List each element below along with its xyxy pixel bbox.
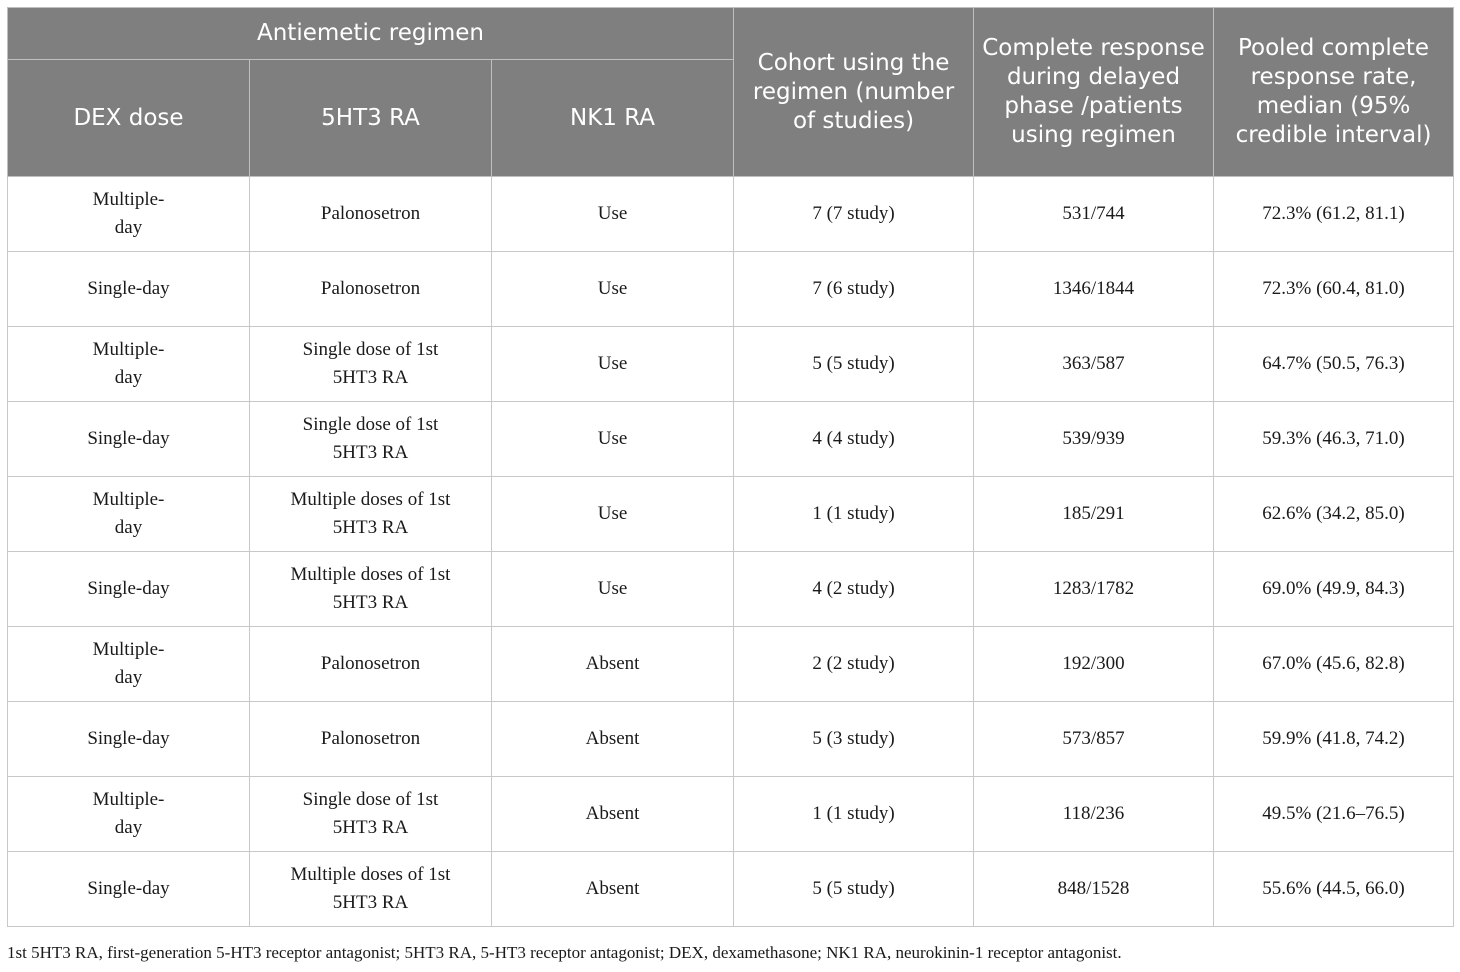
cell-dex-dose-text: Multiple-day: [92, 339, 165, 388]
cell-cohort-text: 5 (5 study): [812, 878, 895, 899]
cell-nk1-ra: [492, 852, 734, 927]
table-row: [8, 627, 1454, 702]
cell-dex-dose: [8, 327, 250, 402]
cell-pooled-rate-text: 72.3% (60.4, 81.0): [1262, 278, 1405, 299]
cell-cohort: [734, 777, 974, 852]
cell-dex-dose-text: Single-day: [87, 878, 170, 899]
cell-5ht3-ra: [250, 777, 492, 852]
header-complete-response: Complete response during delayed phase /patients using regimen: [974, 8, 1214, 177]
cell-5ht3-ra: [250, 852, 492, 927]
cell-cohort: [734, 177, 974, 252]
cell-pooled-rate: [1214, 252, 1454, 327]
cell-pooled-rate: [1214, 477, 1454, 552]
regimen-table-container: [7, 7, 1453, 927]
cell-nk1-ra: [492, 402, 734, 477]
cell-complete-response-text: 573/857: [1062, 728, 1125, 749]
cell-complete-response: [974, 852, 1214, 927]
cell-5ht3-ra-text: Single dose of 1st 5HT3 RA: [302, 414, 439, 463]
cell-5ht3-ra: [250, 327, 492, 402]
cell-cohort: [734, 552, 974, 627]
cell-cohort-text: 1 (1 study): [812, 503, 895, 524]
cell-cohort-text: 4 (2 study): [812, 578, 895, 599]
cell-5ht3-ra: [250, 252, 492, 327]
cell-dex-dose-text: Multiple-day: [92, 639, 165, 688]
cell-5ht3-ra-text: Palonosetron: [320, 278, 421, 299]
table-row: [8, 327, 1454, 402]
cell-complete-response-text: 185/291: [1062, 503, 1125, 524]
cell-cohort: [734, 702, 974, 777]
cell-nk1-ra-text: Use: [597, 203, 628, 224]
header-cohort: Cohort using the regimen (number of studies): [734, 8, 974, 177]
cell-dex-dose-text: Multiple-day: [92, 189, 165, 238]
cell-5ht3-ra-text: Palonosetron: [320, 653, 421, 674]
table-row: [8, 777, 1454, 852]
table-header: [8, 8, 1454, 177]
cell-complete-response-text: 531/744: [1062, 203, 1125, 224]
table-row: [8, 477, 1454, 552]
cell-complete-response-text: 1283/1782: [1052, 578, 1135, 599]
cell-dex-dose-text: Single-day: [87, 278, 170, 299]
cell-cohort-text: 5 (3 study): [812, 728, 895, 749]
cell-pooled-rate-text: 49.5% (21.6–76.5): [1262, 803, 1405, 824]
header-5ht3-ra: 5HT3 RA: [250, 60, 492, 177]
cell-dex-dose: [8, 477, 250, 552]
cell-nk1-ra: [492, 702, 734, 777]
cell-dex-dose: [8, 777, 250, 852]
cell-dex-dose: [8, 177, 250, 252]
cell-dex-dose: [8, 852, 250, 927]
cell-nk1-ra-text: Absent: [585, 878, 640, 899]
cell-dex-dose-text: Single-day: [87, 578, 170, 599]
cell-cohort: [734, 252, 974, 327]
cell-dex-dose-text: Multiple-day: [92, 489, 165, 538]
cell-5ht3-ra: [250, 402, 492, 477]
cell-dex-dose-text: Multiple-day: [92, 789, 165, 838]
cell-cohort-text: 4 (4 study): [812, 428, 895, 449]
cell-nk1-ra-text: Use: [597, 503, 628, 524]
cell-pooled-rate-text: 59.3% (46.3, 71.0): [1262, 428, 1405, 449]
cell-nk1-ra-text: Use: [597, 353, 628, 374]
table-body: [8, 177, 1454, 927]
cell-pooled-rate-text: 64.7% (50.5, 76.3): [1262, 353, 1405, 374]
regimen-table: [7, 7, 1454, 927]
table-row: [8, 552, 1454, 627]
table-row: [8, 702, 1454, 777]
cell-5ht3-ra: [250, 627, 492, 702]
cell-pooled-rate-text: 59.9% (41.8, 74.2): [1262, 728, 1405, 749]
cell-pooled-rate: [1214, 552, 1454, 627]
cell-5ht3-ra-text: Palonosetron: [320, 728, 421, 749]
cell-dex-dose-text: Single-day: [87, 728, 170, 749]
cell-cohort-text: 1 (1 study): [812, 803, 895, 824]
cell-5ht3-ra-text: Single dose of 1st 5HT3 RA: [302, 789, 439, 838]
cell-pooled-rate: [1214, 327, 1454, 402]
cell-dex-dose: [8, 627, 250, 702]
header-nk1-ra: NK1 RA: [492, 60, 734, 177]
cell-complete-response-text: 118/236: [1062, 803, 1125, 824]
cell-pooled-rate-text: 55.6% (44.5, 66.0): [1262, 878, 1405, 899]
cell-cohort-text: 7 (6 study): [812, 278, 895, 299]
cell-pooled-rate: [1214, 777, 1454, 852]
cell-5ht3-ra-text: Multiple doses of 1st 5HT3 RA: [290, 489, 451, 538]
cell-5ht3-ra: [250, 177, 492, 252]
cell-complete-response: [974, 477, 1214, 552]
cell-5ht3-ra: [250, 702, 492, 777]
cell-nk1-ra-text: Use: [597, 278, 628, 299]
cell-dex-dose-text: Single-day: [87, 428, 170, 449]
cell-cohort: [734, 627, 974, 702]
cell-cohort: [734, 402, 974, 477]
cell-cohort-text: 7 (7 study): [812, 203, 895, 224]
cell-pooled-rate: [1214, 627, 1454, 702]
header-pooled-rate: Pooled complete response rate, median (95% credible interval): [1214, 8, 1454, 177]
cell-complete-response: [974, 627, 1214, 702]
cell-complete-response: [974, 552, 1214, 627]
cell-nk1-ra: [492, 477, 734, 552]
cell-dex-dose: [8, 252, 250, 327]
cell-nk1-ra-text: Use: [597, 578, 628, 599]
cell-nk1-ra-text: Use: [597, 428, 628, 449]
cell-complete-response: [974, 402, 1214, 477]
cell-complete-response: [974, 777, 1214, 852]
cell-5ht3-ra: [250, 552, 492, 627]
cell-cohort: [734, 477, 974, 552]
cell-pooled-rate: [1214, 402, 1454, 477]
cell-nk1-ra: [492, 327, 734, 402]
cell-nk1-ra-text: Absent: [585, 728, 640, 749]
cell-5ht3-ra-text: Multiple doses of 1st 5HT3 RA: [290, 564, 451, 613]
cell-complete-response-text: 363/587: [1062, 353, 1125, 374]
cell-dex-dose: [8, 552, 250, 627]
cell-complete-response: [974, 177, 1214, 252]
cell-complete-response-text: 848/1528: [1057, 878, 1130, 899]
table-row: [8, 252, 1454, 327]
cell-5ht3-ra: [250, 477, 492, 552]
cell-pooled-rate: [1214, 177, 1454, 252]
cell-cohort-text: 2 (2 study): [812, 653, 895, 674]
cell-pooled-rate-text: 69.0% (49.9, 84.3): [1262, 578, 1405, 599]
cell-5ht3-ra-text: Single dose of 1st 5HT3 RA: [302, 339, 439, 388]
cell-5ht3-ra-text: Palonosetron: [320, 203, 421, 224]
cell-nk1-ra: [492, 552, 734, 627]
cell-complete-response-text: 1346/1844: [1052, 278, 1135, 299]
cell-dex-dose: [8, 702, 250, 777]
cell-cohort: [734, 852, 974, 927]
cell-pooled-rate-text: 72.3% (61.2, 81.1): [1262, 203, 1405, 224]
cell-nk1-ra: [492, 177, 734, 252]
cell-pooled-rate: [1214, 852, 1454, 927]
cell-complete-response: [974, 327, 1214, 402]
header-dex-dose: DEX dose: [8, 60, 250, 177]
cell-complete-response: [974, 252, 1214, 327]
cell-pooled-rate-text: 62.6% (34.2, 85.0): [1262, 503, 1405, 524]
cell-cohort-text: 5 (5 study): [812, 353, 895, 374]
cell-cohort: [734, 327, 974, 402]
cell-complete-response-text: 192/300: [1062, 653, 1125, 674]
cell-complete-response: [974, 702, 1214, 777]
cell-nk1-ra-text: Absent: [585, 653, 640, 674]
cell-nk1-ra: [492, 627, 734, 702]
cell-nk1-ra-text: Absent: [585, 803, 640, 824]
cell-pooled-rate-text: 67.0% (45.6, 82.8): [1262, 653, 1405, 674]
header-antiemetic-regimen: Antiemetic regimen: [8, 8, 734, 60]
cell-nk1-ra: [492, 252, 734, 327]
cell-complete-response-text: 539/939: [1062, 428, 1125, 449]
table-row: [8, 177, 1454, 252]
table-row: [8, 852, 1454, 927]
table-row: [8, 402, 1454, 477]
cell-dex-dose: [8, 402, 250, 477]
cell-pooled-rate: [1214, 702, 1454, 777]
table-footnote: 1st 5HT3 RA, first-generation 5-HT3 receptor antagonist; 5HT3 RA, 5-HT3 receptor antagonist; DEX, dexamethasone; NK1 RA, neurokinin-1 receptor antagonist.: [7, 943, 1122, 962]
cell-nk1-ra: [492, 777, 734, 852]
cell-5ht3-ra-text: Multiple doses of 1st 5HT3 RA: [290, 864, 451, 913]
